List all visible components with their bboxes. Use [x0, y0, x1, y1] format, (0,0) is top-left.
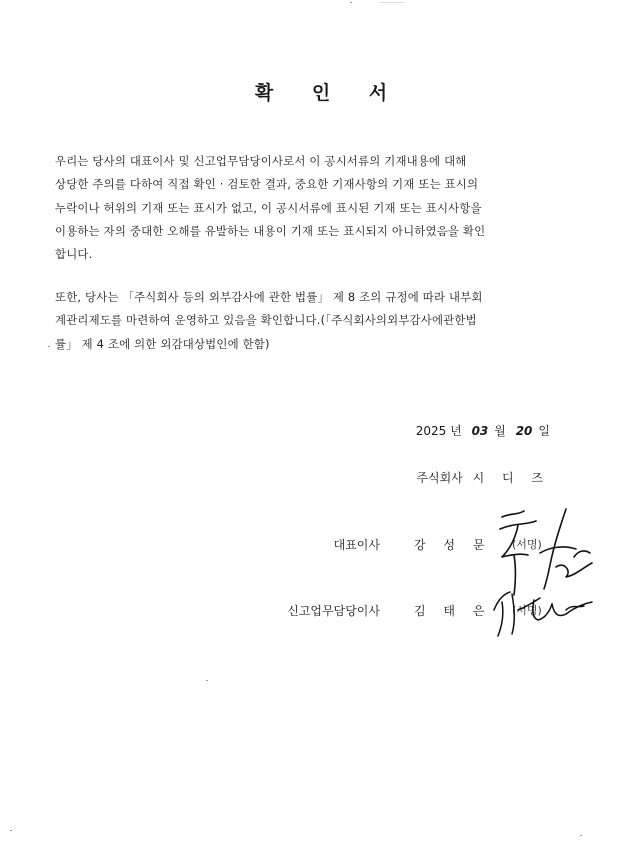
disclosure-officer-handwritten-signature: [488, 580, 598, 640]
document-title: 확 인 서: [254, 82, 404, 104]
ceo-name: 강 성 문: [414, 538, 492, 552]
date-year-unit: 년: [450, 424, 462, 438]
ceo-signature-mark: (서명): [512, 538, 542, 551]
scan-speck: [350, 2, 352, 3]
paragraph-line: 누락이나 허위의 기재 또는 표시가 없고, 이 공시서류에 표시된 기재 또는 표시사항을: [55, 200, 482, 215]
date-month: 03: [471, 424, 489, 438]
scan-speck: [380, 2, 404, 3]
company-prefix: 주식회사: [416, 471, 463, 485]
disclosure-officer-role: 신고업무담당이사: [287, 604, 380, 618]
paragraph-line: 우리는 당사의 대표이사 및 신고업무담당이사로서 이 공시서류의 기재내용에 대해: [55, 154, 467, 168]
company-title: 시 디 즈: [472, 471, 550, 485]
scan-speck: [580, 835, 582, 836]
paragraph-line: 또한, 당사는 「주식회사 등의 외부감사에 관한 법률」 제 8 조의 규정에 따라 내부회: [55, 290, 483, 304]
paragraph-line: 계관리제도를 마련하여 운영하고 있음을 확인합니다.(「주식회사의외부감사에관한법: [55, 313, 477, 328]
scan-speck: [206, 680, 208, 681]
disclosure-officer-signature-mark: (서명): [512, 604, 542, 617]
company-name: [416, 469, 550, 486]
scan-speck: [48, 346, 50, 347]
disclosure-officer-name: 김 태 은: [414, 604, 492, 618]
paragraph-line: 이용하는 자의 중대한 오해를 유발하는 내용이 기재 또는 표시되지 아니하였음을 확인: [55, 223, 486, 238]
paragraph-line: 상당한 주의를 다하여 직접 확인 · 검토한 결과, 중요한 기재사항의 기재 또는 표시의: [55, 177, 479, 192]
ceo-role: 대표이사: [333, 538, 380, 552]
date-day-unit: 일: [538, 424, 550, 438]
internal-control-paragraph: [55, 286, 575, 356]
date-day: 20: [515, 424, 533, 438]
document-date: [416, 422, 550, 439]
confirmation-paragraph: [55, 150, 575, 266]
paragraph-line: 률」 제 4 조에 의한 외감대상법인에 한함): [55, 336, 270, 351]
paragraph-line: 합니다.: [55, 247, 93, 262]
scan-speck: [10, 830, 12, 831]
date-year: 2025: [415, 424, 447, 438]
date-month-unit: 월: [494, 424, 506, 438]
